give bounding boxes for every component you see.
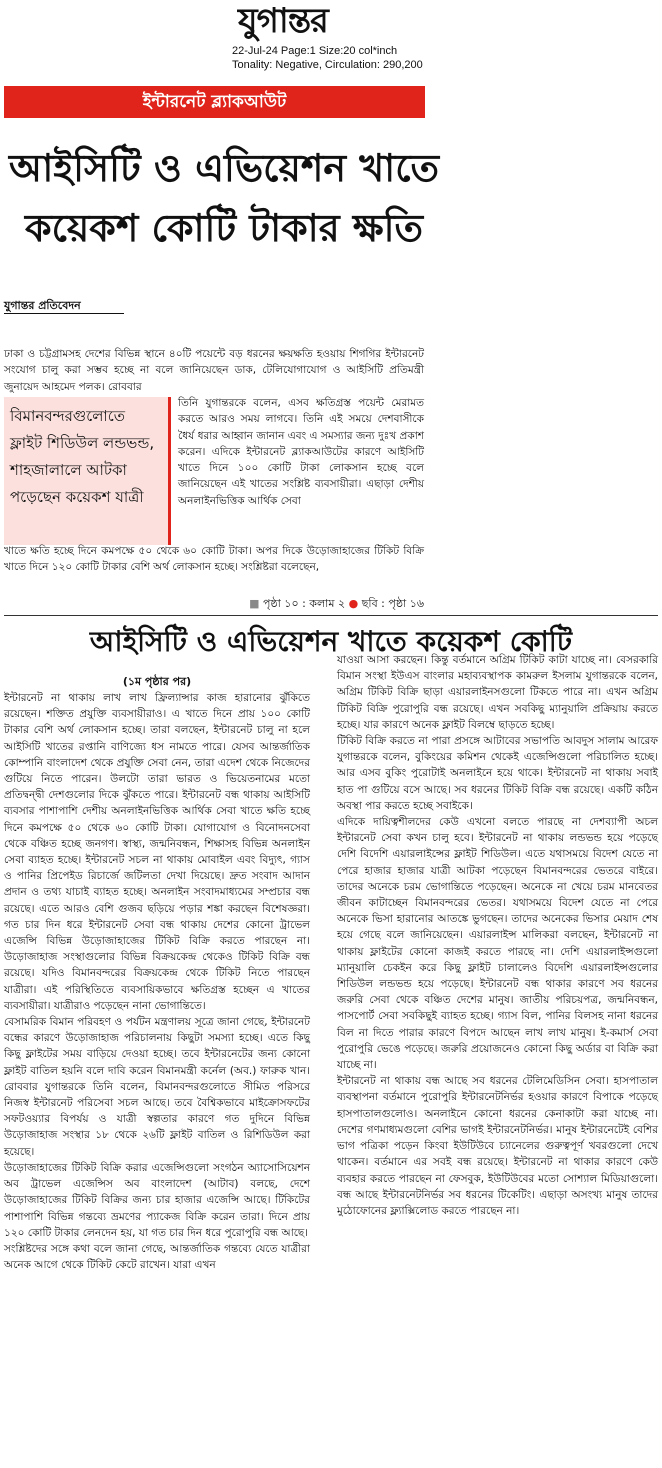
dot-bullet-icon: ● [348, 597, 359, 610]
section-divider [4, 615, 658, 616]
column-paragraph: বেসামরিক বিমান পরিবহণ ও পর্যটন মন্ত্রণালয় সূত্রে জানা গেছে, ইন্টারনেট বন্ধের কারণে উড়োজাহাজ পরিচালনায় কিছুটা সমস্যা হচ্ছে। এতে কিছু কিছু ফ্লাইটের সময় বাড়িয়ে দেওয়া হচ্ছে। তবে ইন্টারনেটের জন্য কোনো ফ্লাইট বাতিল হয়নি বলে দাবি করেন বিমানমন্ত্রী কর্নেল (অব.) ফারুক খান। রোববার যুগান্তরকে তিনি বলেন, বিমানবন্দরগুলোতে সীমিত পরিসরে নিজস্ব ইন্টারনেট পরিসেবা সচল আছে। তবে বৈশ্বিকভাবে মাইক্রোসফটের সফটওয়্যার বিপর্যয় ও যাত্রী স্বল্পতার কারণে গত দুদিনে বিভিন্ন উড়োজাহাজ সংস্থার ১৮ থেকে ২৬টি ফ্লাইট বাতিল ও রিশিডিউল করা হয়েছে। [4, 1016, 310, 1158]
column-paragraph: সংশ্লিষ্টদের সঙ্গে কথা বলে জানা গেছে, আন্তর্জাতিক গন্তব্যে যেতে যাত্রীরা অনেক আগে থেকে টিকিট কেটে রাখেন। যারা এখন [4, 1242, 310, 1272]
column-paragraph: উড়োজাহাজের টিকিট বিক্রি করার এজেন্সিগুলো সংগঠন অ্যাসোসিয়েশন অব ট্রাভেল এজেন্সিস অব বাংলাদেশ (আটাব) বলছে, দেশে উড়োজাহাজের টিকিট বিক্রির জন্য চার হাজার এজেন্সি আছে। টিকিটের পাশাপাশি বিভিন্ন গন্তব্যে ভ্রমণের প্যাকেজ বিক্রি করেন তারা। দিনে প্রায় ১২০ কোটি টাকার লেনদেন হয়, যা গত চার দিন ধরে পুরোপুরি বন্ধ আছে। [4, 1161, 310, 1239]
continued-label: (১ম পৃষ্ঠার পর) [122, 675, 192, 688]
photo-page-ref: ছবি : পৃষ্ঠা ১৬ [361, 597, 424, 610]
pull-quote-text: বিমানবন্দরগুলোতে ফ্লাইট শিডিউল লন্ডভন্ড, শাহজালালে আটকা পড়েছেন কয়েকশ যাত্রী [10, 407, 155, 506]
masthead [0, 0, 662, 80]
column-paragraph: টিকিট বিক্রি করতে না পারা প্রসঙ্গে আটাবের সভাপতি আবদুস সালাম আরেফ যুগান্তরকে বলেন, বুকিংয়ের কমিশন থেকেই এজেন্সিগুলো পরিচালিত হচ্ছে। আর এসব বুকিং পুরোটাই অনলাইনে হয়ে থাকে। ইন্টারনেট না থাকায় সবাই হাত পা গুটিয়ে বসে আছে। সব ধরনের টিকিট বিক্রি বন্ধ রয়েছে। একটি কঠিন অবস্থা পার করতে হচ্ছে সবাইকে। [337, 735, 658, 812]
continued-page-ref: পৃষ্ঠা ১০ : কলাম ২ [262, 597, 346, 610]
lower-paragraph: খাতে ক্ষতি হচ্ছে দিনে কমপক্ষে ৫০ থেকে ৬০ কোটি টাকা। অপর দিকে উড়োজাহাজের টিকিট বিক্রি খাতে দিনে ১২০ কোটি টাকার বেশি অর্থ লোকসান হচ্ছে। সংশ্লিষ্টরা বলেছেন, [4, 545, 424, 574]
intro-paragraph: ঢাকা ও চট্টগ্রামসহ দেশের বিভিন্ন স্থানে ৪০টি পয়েন্টে বড় ধরনের ক্ষয়ক্ষতি হওয়ায় শিগগির ইন্টারনেট সংযোগ চালু করা সম্ভব হচ্ছে না বলে জানিয়েছেন ডাক, টেলিযোগাযোগ ও আইসিটি প্রতিমন্ত্রী জুনায়েদ আহমেদ পলক। রোববার [4, 348, 424, 393]
column-paragraph: এদিকে দায়িত্বশীলদের কেউ এখনো বলতে পারছে না দেশব্যাপী অচল ইন্টারনেট সেবা কখন চালু হবে। ইন্টারনেট না থাকায় লন্ডভন্ড হয়ে পড়েছে দেশি বিদেশি এয়ারলাইন্সের ফ্লাইট শিডিউল। এতে যথাসময়ে বিদেশ যেতে না পেরে হাজার হাজার যাত্রী আটকা পড়েছেন বিমানবন্দরের ভেতরে বাইরে। তাদের অনেকে চরম ভোগান্তিতে পড়েছেন। অনেকে না খেয়ে চরম মানবেতর জীবন কাটাচ্ছেন বিমানবন্দরের ভেতর। যথাসময়ে বিদেশ যেতে না পেরে অনেকে ভিসা হারানোর আতঙ্কে ভুগছেন। তাদের অনেকের ভিসার মেয়াদ শেষ হয়ে গেছে বলে জানিয়েছেন। এয়ারলাইন্স মালিকরা বলছেন, ইন্টারনেট না থাকায় ফ্লাইটের কোনো কাজই করতে পারছে না। দেশি এয়ারলাইন্সগুলো ম্যানুয়ালি চেকইন করে কিছু ফ্লাইট চালালেও বিদেশি এয়ারলাইন্সগুলোর শিডিউল লন্ডভন্ড হয়ে পড়েছে। ইন্টারনেট বন্ধ থাকার কারণে সব ধরনের জরুরি সেবা থেকে বঞ্চিত দেশের মানুষ। জাতীয় পরিচয়পত্র, জন্মনিবন্ধন, পাসপোর্ট সেবা সবকিছুই ব্যাহত হচ্ছে। গ্যাস বিল, পানির বিলসহ নানা ধরনের বিল না দিতে পারার কারণে বিপদে আছেন লাখ লাখ মানুষ। ই-কমার্স সেবা পুরোপুরি ভেঙে পড়েছে। জরুরি প্রয়োজনেও কোনো কিছু অর্ডার বা বিক্রি করা যাচ্ছে না। [337, 816, 658, 1072]
column-paragraph: ইন্টারনেট না থাকায় বন্ধ আছে সব ধরনের টেলিমেডিসিন সেবা। হাসপাতাল ব্যবস্থাপনা বর্তমানে পুরোপুরি ইন্টারনেটনির্ভর হওয়ার কারণে বিপাকে পড়েছে হাসপাতালগুলোও। অনলাইনে কোনো ধরনের কেনাকাটা করা যাচ্ছে না। দেশের গণমাধ্যমগুলো বেশির ভাগই ইন্টারনেটনির্ভর। মানুষ ইন্টারনেটেই বেশির ভাগ পত্রিকা পড়েন কিংবা ইউটিউবে চ্যানেলের গুরুত্বপূর্ণ খবরগুলো দেখে থাকেন। বর্তমানে এর সবই বন্ধ রয়েছে। ইন্টারনেট না থাকার কারণে কেউ ব্যবহার করতে পারছেন না ফেসবুক, ইউটিউবের মতো সোশ্যাল মিডিয়াগুলো। বন্ধ আছে ইন্টারনেটনির্ভর সব ধরনের টিকেটিং। এছাড়া অসংখ্য মানুষ তাদের মুঠোফোনের ফ্ল্যাক্সিলোড করতে পারছেন না। [337, 1075, 658, 1217]
jump-headline: আইসিটি ও এভিয়েশন খাতে কয়েকশ কোটি [89, 625, 573, 658]
pull-quote-box [4, 397, 171, 545]
clip-date-line: 22-Jul-24 Page:1 Size:20 col*inch [232, 45, 398, 57]
square-bullet-icon: ■ [249, 597, 260, 610]
page-reference [200, 596, 424, 612]
column-paragraph: ইন্টারনেট না থাকায় লাখ লাখ ফ্রিল্যান্সার কাজ হারানোর ঝুঁকিতে রয়েছেন। শক্তিত প্রযুক্তি ব্যবসায়ীরাও। এ খাতে দিনে প্রায় ১০০ কোটি টাকার বেশি অর্থ লোকসান হচ্ছে। তারা বলছেন, ইন্টারনেট চালু না হলে আইসিটি খাতের রপ্তানি বাণিজ্যে ধস নামতে পারে। যেসব আন্তর্জাতিক কোম্পানি বাংলাদেশ থেকে প্রযুক্তি সেবা নেন, তারা এদেশ থেকে নিজেদের গুটিয়ে নিতে পারেন। উলটো তারা ভারত ও ভিয়েতনামের মতো প্রতিদ্বন্দ্বী দেশগুলোর দিকে ঝুঁকতে পারে। ইন্টারনেট বন্ধ থাকায় আইসিটি ব্যবসার পাশাপাশি দেশীয় অনলাইনভিত্তিক আর্থিক সেবা খাতে ক্ষতি হচ্ছে দিনে কমপক্ষে ৫০ থেকে ৬০ কোটি টাকা। যোগাযোগ ও বিনোদনসেবা থেকে বঞ্চিত হচ্ছে জনগণ। স্বাস্থ্য, জন্মনিবন্ধন, শিক্ষাসহ বিভিন্ন অনলাইন সেবা ব্যাহত হচ্ছে। ইন্টারনেট সচল না থাকায় মোবাইল এবং বিদ্যুৎ, গ্যাস ও পানির প্রিপেইড রিচার্জে জটিলতা দেখা দিয়েছে। দ্রুত সংবাদ আদান প্রদান ও তথ্য যাচাই ব্যাহত হচ্ছে। অনলাইন সংবাদমাধ্যমের সম্প্রচার বন্ধ রয়েছে। এতে আরও বেশি গুজব ছড়িয়ে পড়ার শঙ্কা করছেন বিশেষজ্ঞরা। গত চার দিন ধরে ইন্টারনেট সেবা বন্ধ থাকায় দেশের কোনো ট্রাভেল এজেন্সি বিভিন্ন উড়োজাহাজের টিকিট বিক্রি করতে পারছেন না। উড়োজাহাজ সংস্থাগুলোর বিভিন্ন বিক্রয়কেন্দ্র থেকেও টিকিট বিক্রি বন্ধ রয়েছে। যদিও বিমানবন্দরের বিক্রয়কেন্দ্র থেকে টিকিট নিতে পারছেন যাত্রীরা। এই পরিস্থিতিতে ব্যবসায়িকভাবে ক্ষতিগ্রস্ত হচ্ছেন এ খাতের ব্যবসায়ীরা। যাত্রীরাও পড়েছেন নানা ভোগান্তিতে। [4, 692, 310, 1012]
clip-tonality-line: Tonality: Negative, Circulation: 290,200 [232, 59, 423, 71]
right-column [337, 652, 658, 1219]
reporter-byline: যুগান্তর প্রতিবেদন [4, 299, 124, 314]
newspaper-logo: যুগান্তর [238, 1, 328, 41]
headline: আইসিটি ও এভিয়েশন খাতে কয়েকশ কোটি টাকার ক্ষতি [9, 145, 439, 250]
column-paragraph: যাওয়া আসা করছেন। কিন্তু বর্তমানে অগ্রিম টিকিট কাটা যাচ্ছে না। বেসরকারি বিমান সংস্থা ইউএস বাংলার মহাব্যবস্থাপক কামরুল ইসলাম যুগান্তরকে বলেন, অগ্রিম টিকিট বিক্রি ছাড়া এয়ারলাইনসগুলো টিকতে পারে না। এখন অগ্রিম টিকিট বিক্রি পুরোপুরি বন্ধ রয়েছে। এখন সবকিছু ম্যানুয়ালি প্রক্রিয়ায় করতে হচ্ছে। যার কারণে অনেক ফ্লাইট বিলম্বে ছাড়তে হচ্ছে। [337, 654, 658, 731]
kicker-banner: ইন্টারনেট ব্ল্যাকআউট [4, 86, 425, 118]
side-paragraph: তিনি যুগান্তরকে বলেন, এসব ক্ষতিগ্রস্ত পয়েন্ট মেরামত করতে আরও সময় লাগবে। তিনি এই সময়ে দেশবাসীকে ধৈর্য ধরার আহ্বান জানান এবং এ সমস্যার জন্য দুঃখ প্রকাশ করেন। এদিকে ইন্টারনেট ব্ল্যাকআউটের কারণে আইসিটি খাতে দিনে ১০০ কোটি টাকা লোকসান হচ্ছে বলে জানিয়েছেন এই খাতের সংশ্লিষ্ট ব্যবসায়ীরা। এছাড়া দেশীয় অনলাইনভিত্তিক আর্থিক সেবা [178, 397, 424, 507]
left-column [4, 690, 310, 1273]
